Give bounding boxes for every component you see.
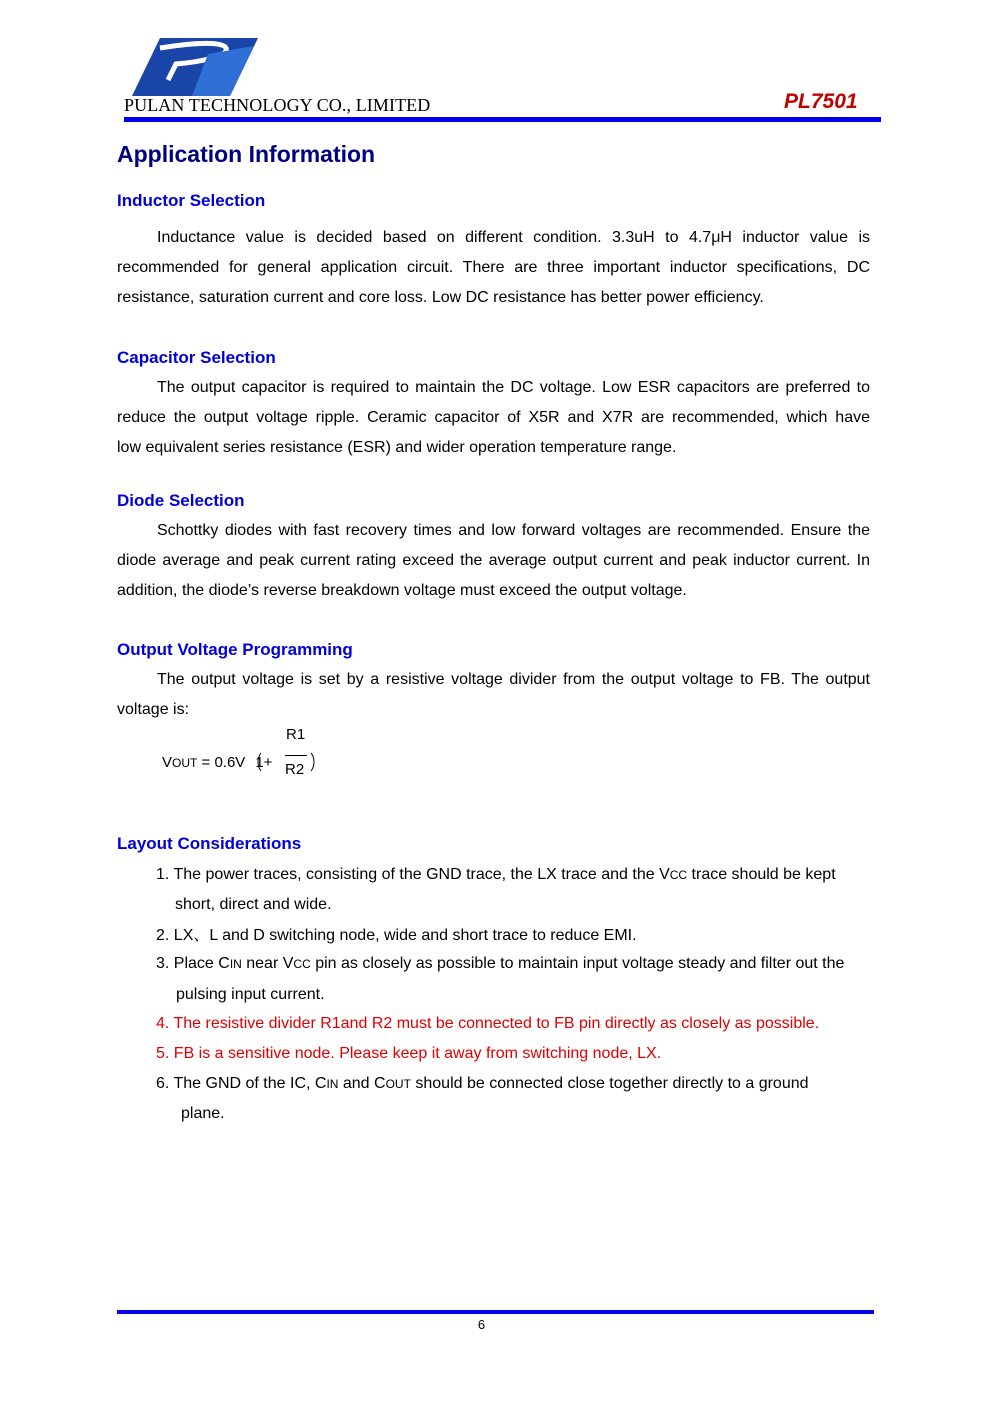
- company-logo: [130, 34, 258, 98]
- heading-layout: Layout Considerations: [117, 834, 302, 853]
- layout-item-3-cont: pulsing input current.: [176, 986, 325, 1003]
- paragraph-inductor: Inductance value is decided based on different condition. 3.3uH to 4.7μH inductor value is recommended for general application circuit. There are three important inductor specifications, DC resistance, saturation current and core loss. Low DC resistance has better power efficiency.: [117, 229, 870, 306]
- formula-right-paren: [310, 752, 316, 772]
- formula-left-paren: [256, 752, 262, 772]
- formula-numerator: R1: [286, 726, 306, 743]
- heading-capacitor: Capacitor Selection: [117, 348, 276, 367]
- formula-fraction-bar: [285, 755, 307, 756]
- layout-item-1: 1. The power traces, consisting of the GND trace, the LX trace and the VCC trace should be kept: [156, 866, 836, 883]
- heading-output-voltage: Output Voltage Programming: [117, 640, 353, 659]
- header-rule: [124, 117, 881, 122]
- layout-item-1-cont: short, direct and wide.: [175, 896, 332, 913]
- heading-inductor: Inductor Selection: [117, 191, 266, 210]
- formula-left: VOUT = 0.6V 1+: [162, 754, 273, 771]
- heading-diode: Diode Selection: [117, 491, 245, 510]
- layout-item-4: 4. The resistive divider R1and R2 must be connected to FB pin directly as closely as possible.: [156, 1015, 820, 1032]
- footer-rule: [117, 1310, 874, 1314]
- layout-item-6: 6. The GND of the IC, CIN and COUT should be connected close together directly to a ground: [156, 1075, 809, 1092]
- document-id: PL7501: [784, 90, 858, 113]
- layout-item-2: 2. LX、L and D switching node, wide and short trace to reduce EMI.: [156, 927, 637, 944]
- layout-item-6-cont: plane.: [181, 1105, 225, 1122]
- formula-denominator: R2: [285, 761, 305, 778]
- paragraph-capacitor: The output capacitor is required to maintain the DC voltage. Low ESR capacitors are preferred to reduce the output voltage ripple. Ceramic capacitor of X5R and X7R are recommended, which have low equivalent series resistance (ESR) and wider operation temperature range.: [117, 379, 870, 456]
- page-title: Application Information: [117, 141, 376, 167]
- layout-item-3: 3. Place CIN near VCC pin as closely as possible to maintain input voltage steady and filter out the: [156, 955, 845, 972]
- paragraph-output-voltage: The output voltage is set by a resistive voltage divider from the output voltage to FB. The output voltage is:: [117, 671, 870, 718]
- company-name: PULAN TECHNOLOGY CO., LIMITED: [124, 95, 431, 115]
- page-number: 6: [477, 1317, 486, 1332]
- layout-item-5: 5. FB is a sensitive node. Please keep it away from switching node, LX.: [156, 1045, 662, 1062]
- paragraph-diode: Schottky diodes with fast recovery times and low forward voltages are recommended. Ensure the diode average and peak current rating exceed the average output current and peak inductor current. In addition, the diode’s reverse breakdown voltage must exceed the output voltage.: [117, 522, 870, 599]
